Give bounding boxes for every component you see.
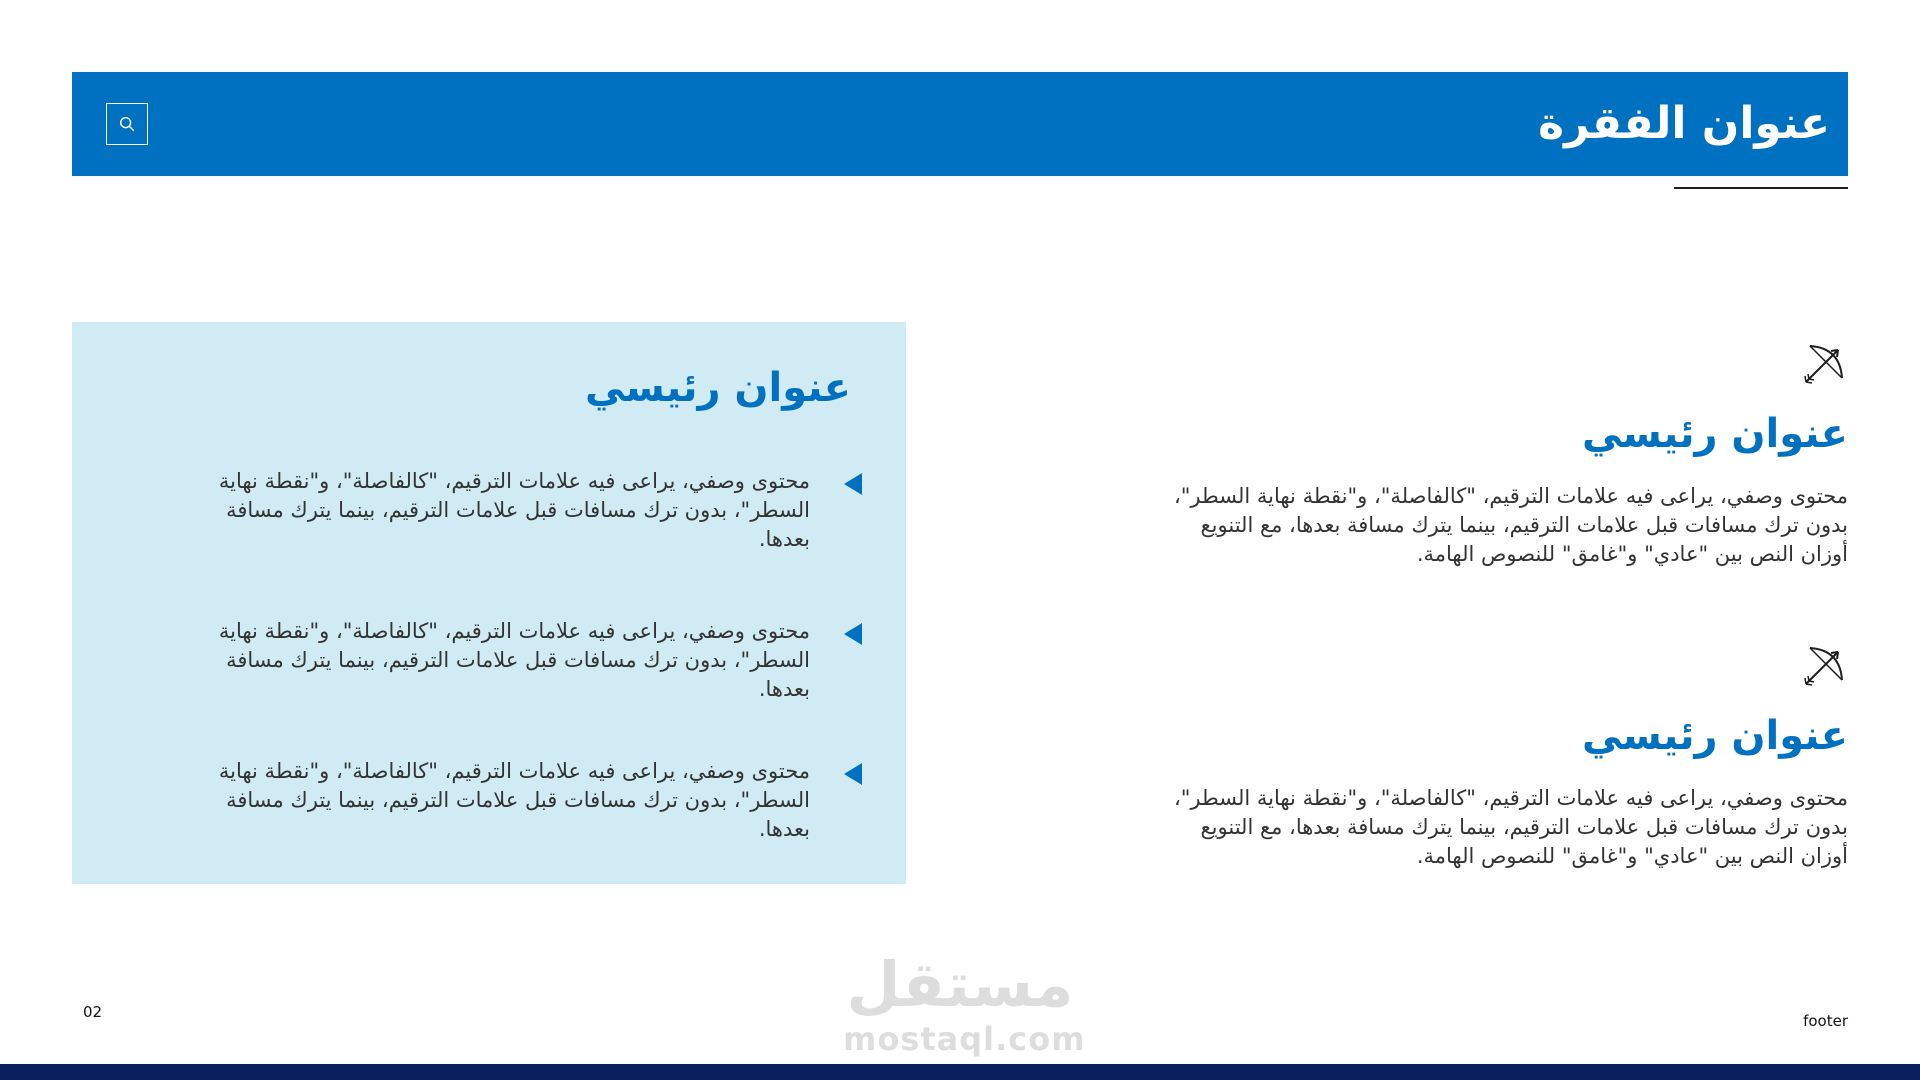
feature-title: عنوان رئيسي — [1581, 713, 1848, 759]
bullet-text: محتوى وصفي، يراعى فيه علامات الترقيم، "كالفاصلة"، و"نقطة نهاية السطر"، بدون ترك مسافات قبل علامات الترقيم، بينما يترك مسافة بعدها. — [218, 469, 810, 551]
header-bar — [72, 72, 1848, 176]
bullet-item — [162, 617, 862, 701]
triangle-bullet-icon — [844, 473, 862, 495]
feature-title: عنوان رئيسي — [1581, 411, 1848, 457]
title-underline — [1674, 187, 1848, 189]
search-button[interactable] — [106, 103, 148, 145]
watermark-logo — [843, 948, 1086, 1062]
bullet-text: محتوى وصفي، يراعى فيه علامات الترقيم، "كالفاصلة"، و"نقطة نهاية السطر"، بدون ترك مسافات قبل علامات الترقيم، بينما يترك مسافة بعدها. — [218, 759, 810, 841]
bow-arrow-icon — [1800, 642, 1848, 690]
bullet-item — [162, 467, 862, 551]
content-panel — [72, 322, 906, 884]
bow-arrow-icon — [1800, 340, 1848, 388]
triangle-bullet-icon — [844, 763, 862, 785]
bullet-text: محتوى وصفي، يراعى فيه علامات الترقيم، "كالفاصلة"، و"نقطة نهاية السطر"، بدون ترك مسافات قبل علامات الترقيم، بينما يترك مسافة بعدها. — [218, 619, 810, 701]
panel-title: عنوان رئيسي — [584, 365, 851, 411]
page-number: 02 — [83, 1003, 103, 1021]
bullet-item — [162, 757, 862, 841]
search-icon — [118, 115, 136, 133]
footer-label: footer — [1803, 1012, 1848, 1030]
bottom-bar — [0, 1064, 1920, 1080]
triangle-bullet-icon — [844, 623, 862, 645]
watermark-logo-text: مستقل — [846, 948, 1074, 1021]
page-title: عنوان الفقرة — [1538, 98, 1830, 149]
watermark-domain: mostaql.com — [843, 1020, 1086, 1058]
feature-description: محتوى وصفي، يراعى فيه علامات الترقيم، "كالفاصلة"، و"نقطة نهاية السطر"، بدون ترك مسافات قبل علامات الترقيم، بينما يترك مسافة بعدها، مع التنويع أوزان النص بين "عادي" و"غامق" للنصوص الهامة. — [1173, 484, 1848, 566]
feature-description: محتوى وصفي، يراعى فيه علامات الترقيم، "كالفاصلة"، و"نقطة نهاية السطر"، بدون ترك مسافات قبل علامات الترقيم، بينما يترك مسافة بعدها، مع التنويع أوزان النص بين "عادي" و"غامق" للنصوص الهامة. — [1173, 786, 1848, 868]
